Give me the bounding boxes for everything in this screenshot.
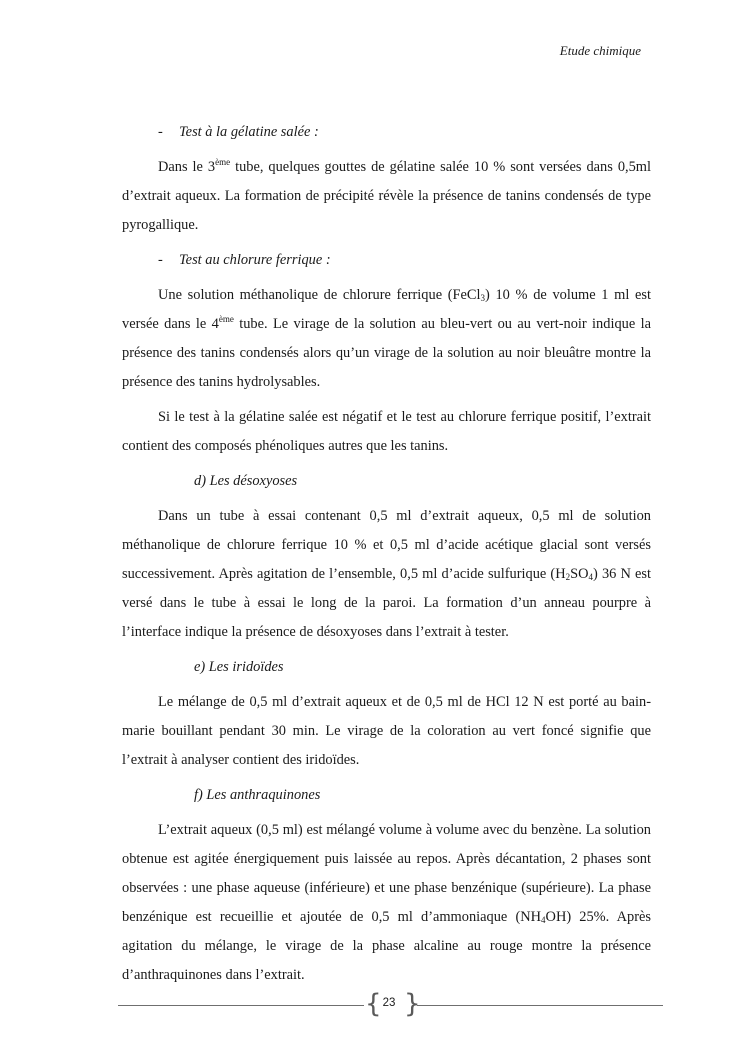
footer-rule-right xyxy=(417,1005,663,1006)
subscript: 2 xyxy=(565,572,571,582)
ferric-test-heading xyxy=(122,246,651,275)
text-run: tube, quelques gouttes de gélatine salée 10 % sont versées dans 0,5ml d’extrait aqueux. La formation de précipité révèle la présence de tanins condensés de type pyrogallique. xyxy=(122,159,652,233)
iridoides-paragraph: Le mélange de 0,5 ml d’extrait aqueux et de 0,5 ml de HCl 12 N est porté au bain-marie bouillant pendant 30 min. Le virage de la coloration au vert foncé signifie que l’extrait à analyser contient des iridoïdes. xyxy=(122,694,651,768)
text-run: SO xyxy=(570,566,589,582)
gelatin-test-heading-text: Test à la gélatine salée : xyxy=(179,124,319,140)
left-brace-icon: { xyxy=(365,989,382,1019)
gelatin-test-heading xyxy=(122,118,651,147)
text-run: Dans un tube à essai contenant 0,5 ml d’extrait aqueux, 0,5 ml de solution méthanolique de chlorure ferrique 10 % et 0,5 ml d’acide acétique glacial sont versés successivement. Après agitation de l’ensemble, 0,5 ml d’acide sulfurique (H xyxy=(122,508,651,582)
footer-rule-left xyxy=(118,1005,364,1006)
desoxyoses-heading: d) Les désoxyoses xyxy=(194,473,298,489)
text-run: ) 10 % de volume 1 ml est versée dans le 4 xyxy=(122,287,651,332)
text-run: Une solution méthanolique de chlorure ferrique (FeCl xyxy=(158,287,481,303)
text-run: L’extrait aqueux (0,5 ml) est mélangé volume à volume avec du benzène. La solution obtenue est agitée énergiquement puis laissée au repos. Après décantation, 2 phases sont observées : une phase aqueuse (inférieure) et une phase benzénique (supérieure). La phase benzénique est recueillie et ajoutée de 0,5 ml d’ammoniaque (NH xyxy=(122,822,651,925)
ferric-test-paragraph xyxy=(122,281,651,397)
bullet-dash: - xyxy=(158,252,163,268)
bullet-dash: - xyxy=(158,124,163,140)
ferric-test-conclusion: Si le test à la gélatine salée est négatif et le test au chlorure ferrique positif, l’extrait contient des composés phénoliques autres que les tanins. xyxy=(122,409,651,454)
anthraquinones-paragraph xyxy=(122,816,651,990)
text-run: ) 36 N est versé dans le tube à essai le long de la paroi. La formation d’un anneau pourpre à l’interface indique la présence de désoxyoses dans l’extrait à tester. xyxy=(122,566,651,640)
text-run: Dans le 3 xyxy=(158,159,216,175)
superscript: ème xyxy=(218,314,234,324)
anthraquinones-heading: f) Les anthraquinones xyxy=(194,787,321,803)
subscript: 4 xyxy=(541,915,546,925)
subscript: 3 xyxy=(480,293,486,303)
ferric-test-heading-text: Test au chlorure ferrique : xyxy=(179,252,331,268)
running-header: Etude chimique xyxy=(559,43,641,58)
gelatin-test-paragraph xyxy=(122,153,651,240)
subscript: 4 xyxy=(588,572,594,582)
page-number: 23 xyxy=(382,997,396,1009)
desoxyoses-paragraph xyxy=(122,502,651,647)
text-run: OH) 25%. Après agitation du mélange, le virage de la phase alcaline au rouge montre la présence d’anthraquinones dans l’extrait. xyxy=(122,909,651,983)
right-brace-icon: } xyxy=(404,989,421,1019)
superscript: ème xyxy=(215,157,231,167)
page-body xyxy=(122,118,651,996)
text-run: tube. Le virage de la solution au bleu-vert ou au vert-noir indique la présence des tanins condensés alors qu’un virage de la solution au noir bleuâtre montre la présence des tanins hydrolysables. xyxy=(122,316,651,390)
iridoides-heading: e) Les iridoïdes xyxy=(194,659,284,675)
